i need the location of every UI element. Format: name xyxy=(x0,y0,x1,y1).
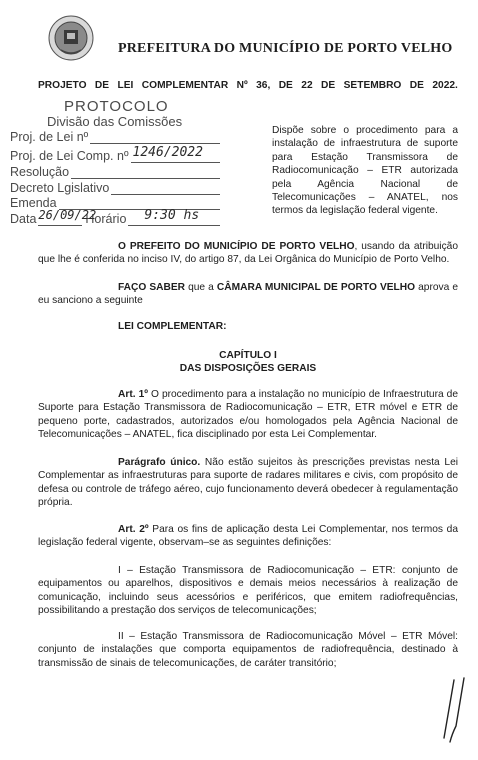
time-handwritten: 9:30 hs xyxy=(144,208,200,223)
document-title: PROJETO DE LEI COMPLEMENTAR Nº 36, DE 22 DE SETEMBRO DE 2022. xyxy=(38,80,458,91)
municipal-seal-icon xyxy=(47,14,95,62)
chapter-title: CAPÍTULO I xyxy=(219,350,277,361)
article-1: Art. 1º O procedimento para a instalação no município de Infraestrutura de Suporte para Estação Transmissora de Radiocomunicação – ETR, ETR móvel e ETR de pequeno porte, cadastrados, autorizados e/ou homologados pela Agência Nacional de Telecomunicações – ANATEL, fica disciplinado por esta Lei Complementar. xyxy=(38,389,458,441)
stamp-subtitle: Divisão das Comissões xyxy=(47,114,183,129)
inciso-2: II – Estação Transmissora de Radiocomunicação Móvel – ETR Móvel: conjunto de instalações que comporta equipamentos de radiofrequência, destinado à transmissão de sinais de telecomunicações, de caráter transitório; xyxy=(38,631,458,669)
inciso-1: I – Estação Transmissora de Radiocomunicação – ETR: conjunto de equipamentos ou aparelhos, dispositivos e demais meios necessários à realização de comunicação, incluindo seus acessórios e periféricos, que emitem radiofrequências, possibilitando a prestação dos serviços de telecomunicações; xyxy=(38,565,458,617)
chapter-subtitle: DAS DISPOSIÇÕES GERAIS xyxy=(179,363,317,374)
stamp-row-proj-lei: Proj. de Lei nº xyxy=(10,130,220,144)
stamp-row-data: Data 26/09/22 Horário 9:30 hs xyxy=(10,212,220,226)
ementa: Dispõe sobre o procedimento para a instalação de infraestrutura de suporte para Estação Transmissora de Radiocomunicação – ETR autorizada pela Agência Nacional de Telecomunicações – ANATEL, nos termos da legislação federal vigente. xyxy=(272,125,458,217)
stamp-row-proj-lei-comp: Proj. de Lei Comp. nº 1246/2022 xyxy=(10,149,220,163)
signature-icon xyxy=(440,676,470,746)
preamble: O PREFEITO DO MUNICÍPIO DE PORTO VELHO, usando da atribuição que lhe é conferida no inciso IV, do artigo 87, da Lei Orgânica do Município de Porto Velho. xyxy=(38,241,458,266)
stamp-row-resolucao: Resolução xyxy=(10,165,220,179)
paragrafo-unico: Parágrafo único. Não estão sujeitos às prescrições previstas nesta Lei Complementar as infraestruturas para suporte de radares militares e civis, com propósito de defesa ou controle de tráfego aéreo, cujo funcionamento deverá obedecer à regulamentação própria. xyxy=(38,457,458,509)
header-title: PREFEITURA DO MUNICÍPIO DE PORTO VELHO xyxy=(118,41,453,56)
proj-lei-comp-handwritten: 1246/2022 xyxy=(132,145,203,160)
stamp-row-decreto: Decreto Lgislativo xyxy=(10,181,220,195)
stamp-row-emenda: Emenda xyxy=(10,196,220,210)
faco-saber: FAÇO SABER que a CÂMARA MUNICIPAL DE PORTO VELHO aprova e eu sanciono a seguinte xyxy=(38,282,459,307)
date-handwritten: 26/09/22 xyxy=(38,208,97,222)
article-2: Art. 2º Para os fins de aplicação desta Lei Complementar, nos termos da legislação federal vigente, observam–se as seguintes definições: xyxy=(38,524,458,549)
lei-complementar-heading: LEI COMPLEMENTAR: xyxy=(118,321,227,332)
stamp-title: PROTOCOLO xyxy=(64,98,169,115)
